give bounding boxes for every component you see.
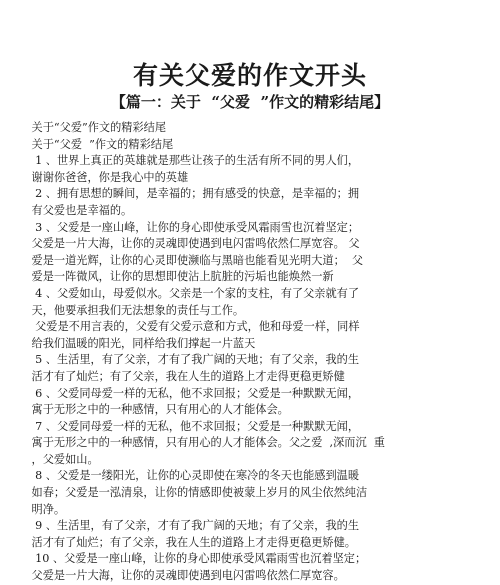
body-line: 8 、父爱是一缕阳光，让你的心灵即使在寒冷的冬天也能感到温暖 [28, 469, 360, 483]
body-line: 2 、拥有思想的瞬间，是幸福的；拥有感受的快意，是幸福的；拥 [28, 187, 360, 201]
document-body [28, 120, 488, 585]
body-line: 爱是一阵微风，让你的思想即使沾上肮脏的污垢也能焕然一新 [28, 270, 334, 284]
body-line: 3 、父爱是一座山峰，让你的身心即使承受风霜雨雪也沉着坚定； [28, 220, 360, 234]
body-line: 9 、生活里，有了父亲，才有了我广阔的天地；有了父亲，我的生 [28, 519, 360, 533]
body-line: 有父爱也是幸福的。 [28, 203, 133, 217]
body-line: 给我们温暖的阳光，同样给我们撑起一片蓝天 [28, 336, 256, 350]
body-line: 1 、世界上真正的英雄就是那些让孩子的生活有所不同的男人们， [28, 154, 360, 168]
body-line: 父爱是一片大海，让你的灵魂即使遇到电闪雷鸣依然仁厚宽容。 父 [28, 237, 360, 251]
body-line: 活才有了灿烂；有了父亲，我在人生的道路上才走得更稳更矫健。 [28, 535, 356, 549]
body-line: ，父爱如山。 [28, 452, 99, 466]
body-line: 父爱是一片大海，让你的灵魂即使遇到电闪雷鸣依然仁厚宽容。 [28, 569, 345, 583]
body-line: 爱是一道光辉，让你的心灵即使濒临与黑暗也能看见光明大道； 父 [28, 253, 364, 267]
body-line: 如春；父爱是一泓清泉，让你的情感即使被蒙上岁月的风尘依然纯洁 [28, 486, 368, 500]
body-line: 4 、父爱如山，母爱似水。父亲是一个家的支柱，有了父亲就有了 [28, 286, 360, 300]
body-line: 寓于无形之中的一种感情，只有用心的人才能体会。 [28, 403, 289, 417]
body-line: 关于“父爱 ”作文的精彩结尾 [28, 137, 174, 151]
body-line: 明净。 [28, 502, 66, 516]
body-line: 父爱是不用言表的，父爱有父爱示意和方式，他和母爱一样，同样 [28, 320, 360, 334]
body-line: 寓于无形之中的一种感情，只有用心的人才能体会。父之爱 ,深而沉 重 [28, 436, 385, 450]
section-heading: 【篇一：关于 “父爱 ”作文的精彩结尾】 [110, 93, 390, 111]
body-line: 6 、父爱同母爱一样的无私，他不求回报；父爱是一种默默无闻， [28, 386, 360, 400]
body-line: 10 、父爱是一座山峰，让你的身心即使承受风霜雨雪也沉着坚定； [28, 552, 367, 566]
body-line: 谢谢你爸爸，你是我心中的英雄 [28, 170, 189, 184]
body-line: 7 、父爱同母爱一样的无私，他不求回报；父爱是一种默默无闻， [28, 419, 360, 433]
body-line: 活才有了灿烂；有了父亲，我在人生的道路上才走得更稳更矫健 [28, 369, 345, 383]
document-title: 有关父爱的作文开头 [132, 61, 367, 90]
body-line: 5 、生活里，有了父亲，才有了我广阔的天地；有了父亲，我的生 [28, 353, 360, 367]
body-line: 天，他要承担我们无法想象的责任与工作。 [28, 303, 245, 317]
body-line: 关于“父爱”作文的精彩结尾 [28, 121, 167, 134]
